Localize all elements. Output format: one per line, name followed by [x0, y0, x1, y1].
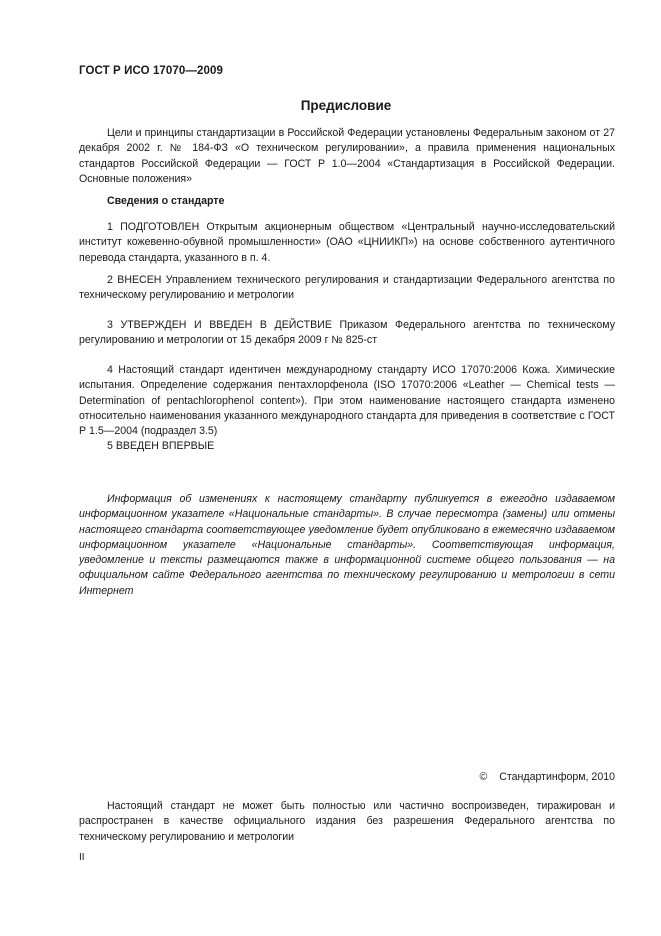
section-subheading: Сведения о стандарте: [107, 195, 225, 207]
page-number: II: [79, 852, 85, 863]
intro-paragraph: Цели и принципы стандартизации в Российской Федерации установлены Федеральным законом от 27 декабря 2002 г. № 184-ФЗ «О техническом регулировании», а правила применения национальных стандартов Российской Федерации — ГОСТ Р 1.0—2004 «Стандартизация в Российской Федерации. Основные положения»: [79, 127, 615, 185]
document-header-code: ГОСТ Р ИСО 17070—2009: [79, 65, 224, 77]
copyright-symbol: ©: [479, 771, 488, 783]
item-prepared: 1 ПОДГОТОВЛЕН Открытым акционерным обществом «Центральный научно-исследовательский институт кожевенно-обувной промышленности» (ОАО «ЦНИИКП») на основе собственного аутентичного перевода стандарта, указанного в п. 4.: [79, 221, 615, 264]
copyright-line: [479, 771, 615, 783]
page-title: Предисловие: [300, 98, 392, 113]
item-introduced: 2 ВНЕСЕН Управлением технического регулирования и стандартизации Федерального агентства по техническому регулированию и метрологии: [79, 274, 615, 302]
item-identical: 4 Настоящий стандарт идентичен международному стандарту ИСО 17070:2006 Кожа. Химические испытания. Определение содержания пентахлорфенола (ISO 17070:2006 «Leather — Chemical tests — Determination of pentachlorophenol content»). При этом наименование настоящего стандарта изменено относительно наименования указанного международного стандарта для приведения в соответствие с ГОСТ Р 1.5—2004 (подраздел 3.5): [79, 364, 615, 438]
info-notice: Информация об изменениях к настоящему стандарту публикуется в ежегодно издаваемом информационном указателе «Национальные стандарты». В случае пересмотра (замены) или отмены настоящего стандарта соответствующее уведомление будет опубликовано в ежемесячно издаваемом информационном указателе «Национальные стандарты». Соответствующая информация, уведомление и тексты размещаются также в информационной системе общего пользования — на официальном сайте Федерального агентства по техническому регулированию и метрологии в сети Интернет: [79, 493, 615, 597]
item-first-introduced: 5 ВВЕДЕН ВПЕРВЫЕ: [107, 440, 215, 452]
copyright-text: Стандартинформ, 2010: [499, 771, 615, 783]
reproduction-notice: Настоящий стандарт не может быть полностью или частично воспроизведен, тиражирован и распространен в качестве официального издания без разрешения Федерального агентства по техническому регулированию и метрологии: [79, 800, 615, 843]
item-approved: 3 УТВЕРЖДЕН И ВВЕДЕН В ДЕЙСТВИЕ Приказом Федерального агентства по техническому регулированию и метрологии от 15 декабря 2009 г № 825-ст: [79, 319, 615, 347]
